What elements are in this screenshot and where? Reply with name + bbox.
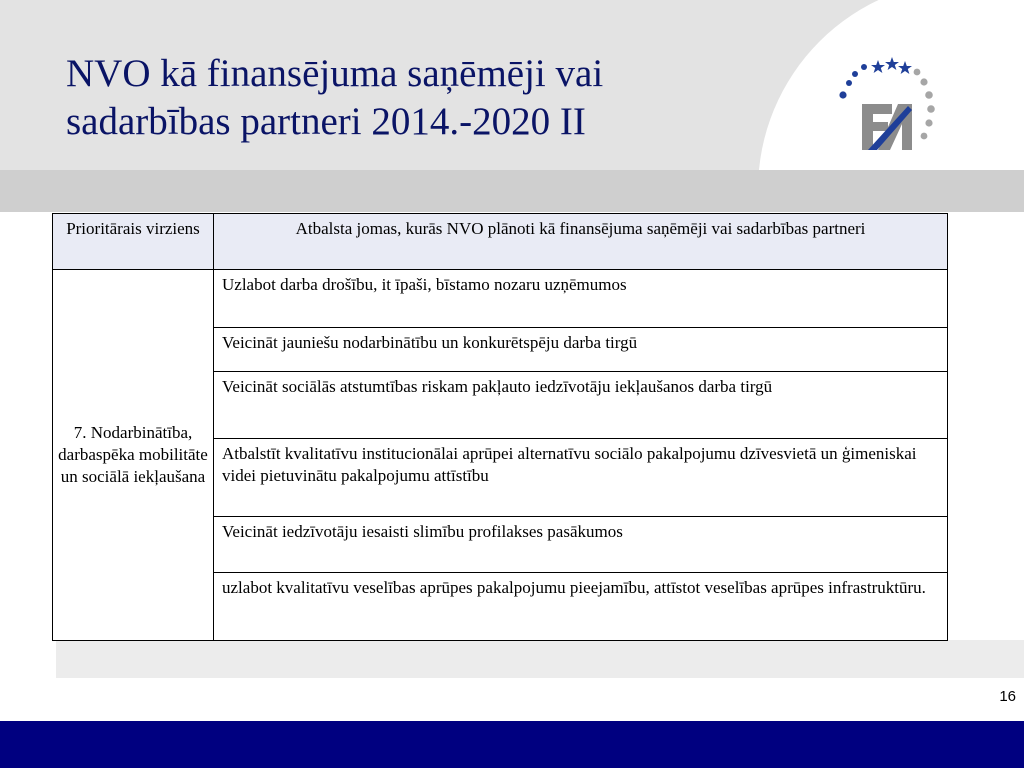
- support-area-cell: Veicināt jauniešu nodarbinātību un konkurētspēju darba tirgū: [214, 328, 948, 372]
- support-area-cell: Veicināt sociālās atstumtības riskam pakļauto iedzīvotāju iekļaušanos darba tirgū: [214, 372, 948, 439]
- footer-bar: [0, 721, 1024, 768]
- header-strip: [0, 170, 1024, 212]
- support-area-cell: Veicināt iedzīvotāju iesaisti slimību profilakses pasākumos: [214, 517, 948, 573]
- support-area-cell: Atbalstīt kvalitatīvu institucionālai aprūpei alternatīvu sociālo pakalpojumu dzīvesvietā un ģimeniskai videi pietuvinātu pakalpojumu attīstību: [214, 439, 948, 517]
- priority-table: [52, 213, 948, 641]
- page-number: 16: [999, 688, 1016, 705]
- ministry-logo-icon: [828, 50, 948, 160]
- priority-direction-cell: 7. Nodarbinātība, darbaspēka mobilitāte un sociālā iekļaušana: [53, 270, 214, 641]
- header-support-areas: Atbalsta jomas, kurās NVO plānoti kā finansējuma saņēmēji vai sadarbības partneri: [214, 214, 948, 270]
- table-row: [53, 270, 948, 328]
- table-header-row: [53, 214, 948, 270]
- monogram-icon: [862, 104, 912, 150]
- slide-title: NVO kā finansējuma saņēmēji vai sadarbības partneri 2014.-2020 II: [66, 52, 604, 143]
- support-area-cell: uzlabot kvalitatīvu veselības aprūpes pakalpojumu pieejamību, attīstot veselības aprūpes infrastruktūru.: [214, 573, 948, 641]
- header-priority: Prioritārais virziens: [53, 214, 214, 270]
- stars-icon: [871, 57, 912, 74]
- support-area-cell: Uzlabot darba drošību, it īpaši, bīstamo nozaru uzņēmumos: [214, 270, 948, 328]
